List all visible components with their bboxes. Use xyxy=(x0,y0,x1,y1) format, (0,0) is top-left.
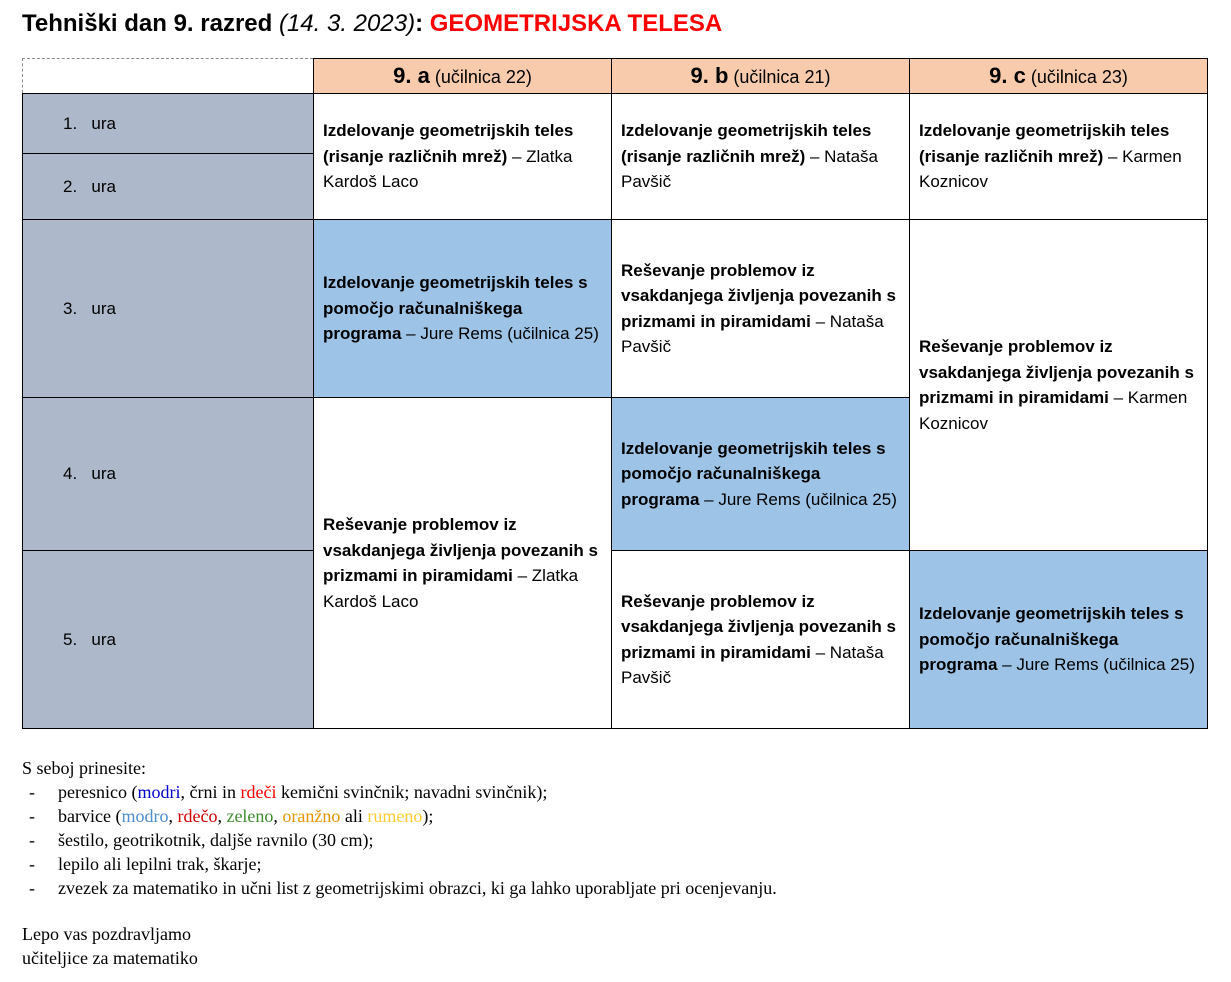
header-row xyxy=(23,59,1208,94)
page-title xyxy=(22,8,722,40)
item-text: barvice ( xyxy=(58,806,122,826)
room-label: (učilnica 22) xyxy=(429,67,532,87)
activity-text: Reševanje problemov iz vsakdanjega življenja povezanih s prizmami in piramidami xyxy=(919,337,1194,407)
greeting: Lepo vas pozdravljamo xyxy=(22,924,191,944)
item-text: šestilo, geotrikotnik, daljše ravnilo (30 cm); xyxy=(58,830,374,850)
cell-9a-periods-4-5 xyxy=(314,398,612,729)
corner-cell xyxy=(23,59,314,94)
class-label: 9. b xyxy=(690,63,729,88)
period-number: 1. xyxy=(63,113,78,133)
color-word-blue: modri xyxy=(137,782,181,802)
period-number: 3. xyxy=(63,298,78,318)
item-text: , črni in xyxy=(180,782,241,802)
notes-intro: S seboj prinesite: xyxy=(22,758,146,778)
class-label: 9. a xyxy=(393,63,430,88)
cell-9b-periods-1-2 xyxy=(612,94,910,220)
list-item xyxy=(22,852,777,876)
teacher-text: – Zlatka Kardoš Laco xyxy=(323,146,573,192)
period-label: ura xyxy=(91,113,116,133)
item-text: , xyxy=(273,806,283,826)
signature-teachers: učiteljice za matematiko xyxy=(22,948,198,968)
color-word-yellow: rumeno xyxy=(367,806,423,826)
activity-text: Reševanje problemov iz vsakdanjega življenja povezanih s prizmami in piramidami xyxy=(323,515,598,585)
period-row-1 xyxy=(23,94,1208,154)
teacher-text: – Jure Rems (učilnica 25) xyxy=(997,655,1195,675)
item-text: ); xyxy=(422,806,434,826)
activity-text: Izdelovanje geometrijskih teles (risanje različnih mrež) xyxy=(919,121,1170,166)
teacher-text: – Jure Rems (učilnica 25) xyxy=(699,489,897,509)
list-item xyxy=(22,780,777,804)
list-item xyxy=(22,876,777,900)
period-number: 5. xyxy=(63,629,78,649)
item-text: , xyxy=(168,806,178,826)
period-5 xyxy=(23,551,314,729)
period-number: 2. xyxy=(63,176,78,196)
header-9a xyxy=(314,59,612,94)
title-colon: : xyxy=(415,10,430,37)
class-label: 9. c xyxy=(989,63,1026,88)
item-text: kemični svinčnik; navadni svinčnik); xyxy=(276,782,548,802)
title-prefix: Tehniški dan 9. razred xyxy=(22,10,279,37)
cell-9a-periods-1-2 xyxy=(314,94,612,220)
teacher-text: – Nataša Pavšič xyxy=(621,642,884,687)
room-label: (učilnica 21) xyxy=(728,67,831,87)
room-label: (učilnica 23) xyxy=(1025,67,1128,87)
item-text: , xyxy=(217,806,227,826)
list-dash: - xyxy=(29,782,35,802)
cell-9a-period-3 xyxy=(314,220,612,398)
teacher-text: – Zlatka Kardoš Laco xyxy=(323,566,579,611)
list-dash: - xyxy=(29,854,35,874)
title-date: (14. 3. 2023) xyxy=(278,10,416,37)
teacher-text: – Jure Rems (učilnica 25) xyxy=(401,324,599,344)
activity-text: Reševanje problemov iz vsakdanjega življenja povezanih s prizmami in piramidami xyxy=(621,591,896,662)
supplies-notes xyxy=(22,756,777,900)
teacher-text: – Karmen Koznicov xyxy=(919,146,1182,192)
cell-9b-period-5 xyxy=(612,551,910,729)
list-item xyxy=(22,828,777,852)
list-dash: - xyxy=(29,830,35,850)
period-number: 4. xyxy=(63,464,78,483)
list-item xyxy=(22,804,777,828)
activity-text: Izdelovanje geometrijskih teles s pomočjo računalniškega programa xyxy=(323,273,588,344)
teacher-text: – Nataša Pavšič xyxy=(621,311,884,356)
cell-9c-periods-3-4 xyxy=(910,220,1208,551)
period-row-5 xyxy=(23,551,1208,729)
cell-9b-period-3 xyxy=(612,220,910,398)
color-word-red: rdečo xyxy=(177,806,218,826)
period-label: ura xyxy=(91,464,116,483)
item-text: peresnico ( xyxy=(58,782,138,802)
activity-text: Izdelovanje geometrijskih teles (risanje različnih mrež) xyxy=(621,121,872,166)
period-row-3 xyxy=(23,220,1208,398)
period-label: ura xyxy=(91,629,116,649)
header-9c xyxy=(910,59,1208,94)
period-4 xyxy=(23,398,314,551)
cell-9b-period-4 xyxy=(612,398,910,551)
header-9b xyxy=(612,59,910,94)
color-word-orange: oranžno xyxy=(282,806,341,826)
list-dash: - xyxy=(29,806,35,826)
period-3 xyxy=(23,220,314,398)
period-1 xyxy=(23,94,314,154)
item-text: zvezek za matematiko in učni list z geometrijskimi obrazci, ki ga lahko uporabljate pri ocenjevanju. xyxy=(58,878,777,898)
teacher-text: – Karmen Koznicov xyxy=(919,388,1188,433)
cell-9c-periods-1-2 xyxy=(910,94,1208,220)
signature xyxy=(22,922,198,970)
list-dash: - xyxy=(29,878,35,898)
activity-text: Reševanje problemov iz vsakdanjega življenja povezanih s prizmami in piramidami xyxy=(621,260,896,331)
period-2 xyxy=(23,154,314,220)
color-word-blue: modro xyxy=(121,806,169,826)
activity-text: Izdelovanje geometrijskih teles s pomočjo računalniškega programa xyxy=(621,438,886,509)
item-text: lepilo ali lepilni trak, škarje; xyxy=(58,854,262,874)
color-word-red: rdeči xyxy=(240,782,277,802)
title-topic: GEOMETRIJSKA TELESA xyxy=(429,10,723,37)
teacher-text: – Nataša Pavšič xyxy=(621,146,878,192)
cell-9c-period-5 xyxy=(910,551,1208,729)
color-word-green: zeleno xyxy=(226,806,274,826)
schedule-table xyxy=(22,58,1208,729)
period-label: ura xyxy=(91,176,116,196)
activity-text: Izdelovanje geometrijskih teles (risanje različnih mrež) xyxy=(323,121,574,166)
activity-text: Izdelovanje geometrijskih teles s pomočjo računalniškega programa xyxy=(919,604,1184,675)
period-label: ura xyxy=(91,298,116,318)
item-text: ali xyxy=(340,806,368,826)
